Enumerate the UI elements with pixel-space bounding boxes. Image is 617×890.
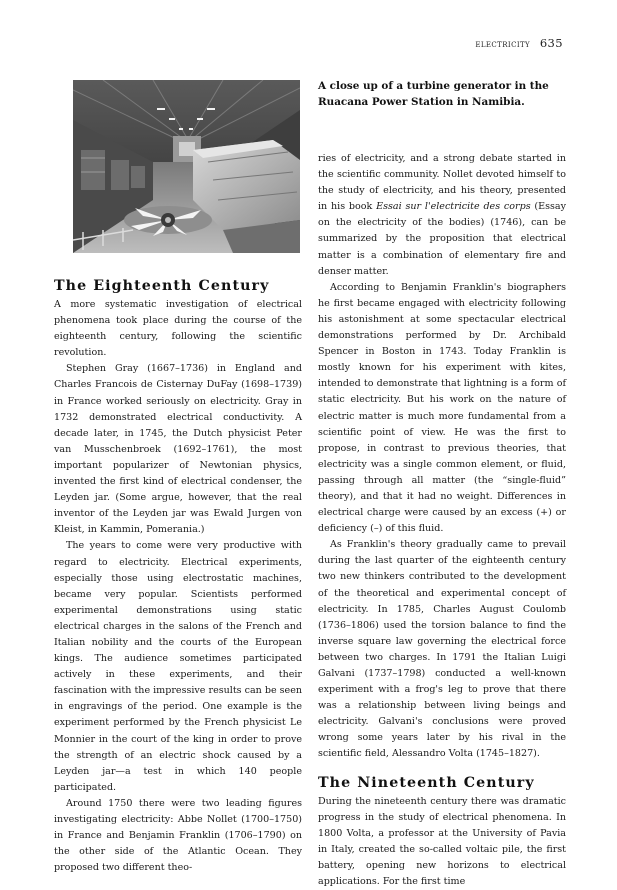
figure-photo bbox=[73, 80, 300, 253]
figure-caption: A close up of a turbine generator in the Ruacana Power Station in Namibia. bbox=[318, 80, 549, 108]
paragraph: During the nineteenth century there was dramatic progress in the study of electrical phenomena. In 1800 Volta, a professor at the University of Pavia in Italy, created the so-called voltaic pile, the first battery, opening new horizons to electrical applications. For the first time bbox=[318, 795, 566, 888]
paragraph: According to Benjamin Franklin's biographers he first became engaged with electricity following his astonishment at some spectacular electrical demonstrations performed by Dr. Archibald Spencer in Boston in 1743. Today Franklin is mostly known for his experiment with kites, intended to demonstrate that lightning is a form of static electricity. But his work on the nature of electric matter is much more fundamental from a scientific point of view. He was the first to propose, in contrast to previous theories, that electricity was a single common element, or fluid, passing through all matter (the “single-fluid” theory), and that it had no weight. Differences in electrical charge were caused by an excess (+) or deficiency (–) of this fluid. bbox=[318, 281, 566, 535]
turbine-hall-illustration bbox=[73, 80, 300, 253]
paragraph: Stephen Gray (1667–1736) in England and Charles Francois de Cisternay DuFay (1698–1739) in France worked seriously on electricity. Gray in 1732 demonstrated electrical conductivity. A decade later, in 1745, the Dutch physicist Peter van Musschenbroek (1692–1761), the most important popularizer of Newtonian physics, invented the first kind of electrical condenser, the Leyden jar. (Some argue, however, that the real inventor of the Leyden jar was Ewald Jurgen von Kleist, in Kammin, Pomerania.) bbox=[54, 363, 302, 536]
header-section: electricity bbox=[475, 39, 531, 50]
paragraph-text: ries of electricity, and a strong debate started in the scientific community. Nollet devoted himself to the study of electricity, and his theory, presented in his book bbox=[318, 153, 566, 213]
paragraph: The years to come were very productive with regard to electricity. Electrical experiments, especially those using electrostatic machines, became very popular. Scientists performed experimental demonstrations using static electrical charges in the salons of the French and Italian nobility and the courts of the European kings. The audience sometimes participated actively in these experiments, and their fascination with the impressive results can be seen in engravings of the period. One example is the experiment performed by the French physicist Le Monnier in the court of the king in order to prove the strength of an electric shock caused by a Leyden jar—a test in which 140 people participated. bbox=[54, 540, 302, 793]
running-header bbox=[475, 36, 563, 50]
paragraph: A more systematic investigation of electrical phenomena took place during the course of the eighteenth century, following the scientific revolution. bbox=[54, 299, 302, 359]
paragraph bbox=[318, 151, 566, 280]
paragraph: As Franklin's theory gradually came to prevail during the last quarter of the eighteenth century two new thinkers contributed to the development of the theoretical and experimental concept of electricity. In 1785, Charles August Coulomb (1736–1806) used the torsion balance to find the inverse square law governing the electrical force between two charges. In 1791 the Italian Luigi Galvani (1737–1798) conducted a well-known experiment with a frog's leg to prove that there was a relationship between living beings and electricity. Galvani's conclusions were proved wrong some years later by his rival in the scientific field, Alessandro Volta (1745–1827). bbox=[318, 539, 566, 760]
book-title: Essai sur l'electricite des corps bbox=[376, 201, 531, 213]
paragraph: Around 1750 there were two leading figures investigating electricity: Abbe Nollet (1700–1750) in France and Benjamin Franklin (1706–1790) on the other side of the Atlantic Ocean. They proposed two different theo- bbox=[54, 797, 302, 874]
page-number: 635 bbox=[539, 36, 563, 50]
paragraph-text: (Essay on the electricity of the bodies) (1746), can be summarized by the proposition that electrical matter is a combination of elementary fire and denser matter. bbox=[318, 201, 566, 277]
right-column bbox=[318, 151, 566, 890]
section-heading-nineteenth-century: The Nineteenth Century bbox=[318, 774, 535, 791]
left-column bbox=[54, 278, 302, 876]
section-heading-eighteenth-century: The Eighteenth Century bbox=[54, 278, 270, 294]
